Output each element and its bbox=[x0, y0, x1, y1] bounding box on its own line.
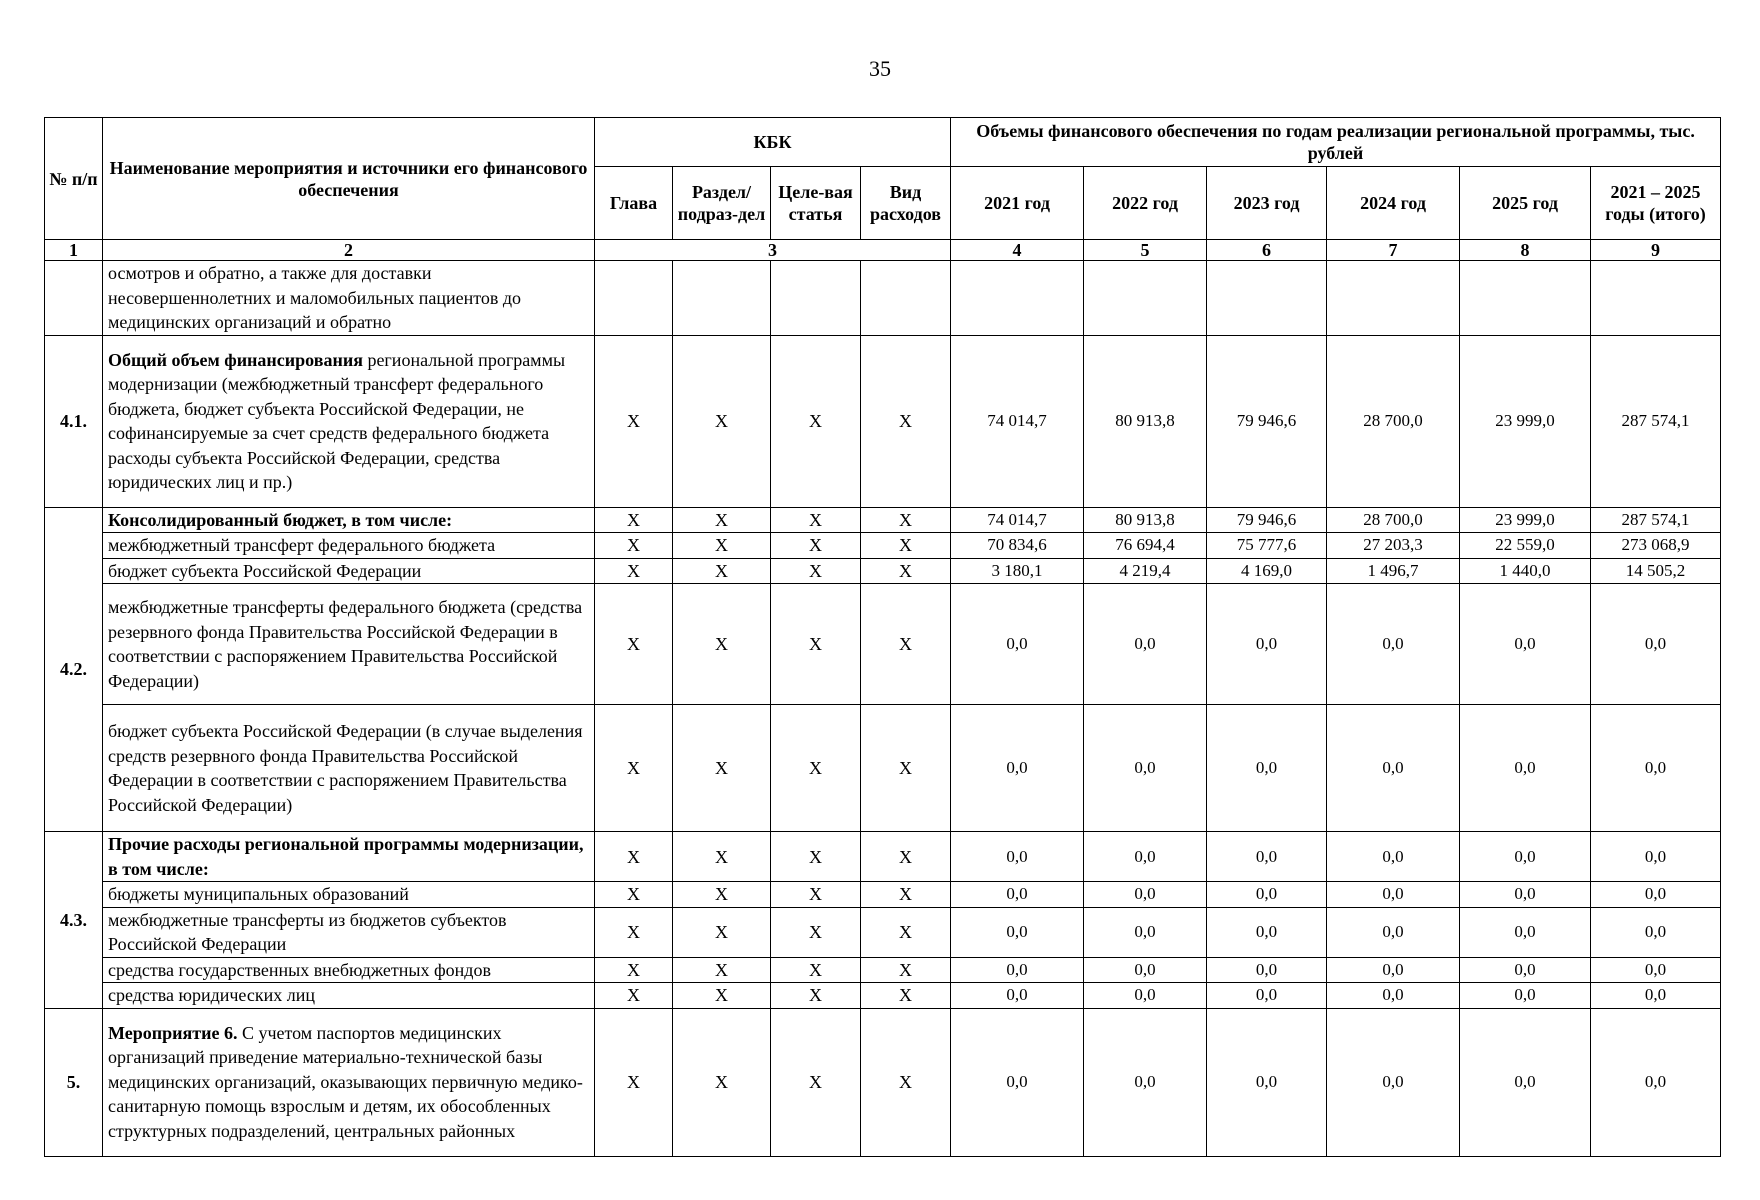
value-cell: 28 700,0 bbox=[1327, 335, 1460, 507]
value-cell: 0,0 bbox=[1327, 957, 1460, 983]
row-name: межбюджетные трансферты из бюджетов субъектов Российской Федерации bbox=[103, 907, 595, 957]
header-year-2024: 2024 год bbox=[1327, 167, 1460, 240]
kbk-cell: Х bbox=[771, 507, 861, 533]
value-cell: 0,0 bbox=[1591, 705, 1721, 832]
col-number: 1 bbox=[45, 240, 103, 261]
value-cell: 0,0 bbox=[1207, 832, 1327, 882]
header-year-total: 2021 – 2025 годы (итого) bbox=[1591, 167, 1721, 240]
kbk-cell: Х bbox=[771, 832, 861, 882]
value-cell: 79 946,6 bbox=[1207, 335, 1327, 507]
kbk-cell: Х bbox=[771, 1008, 861, 1156]
kbk-cell: Х bbox=[673, 335, 771, 507]
kbk-cell: Х bbox=[771, 533, 861, 559]
table-row bbox=[45, 983, 1721, 1009]
value-cell: 0,0 bbox=[1084, 705, 1207, 832]
kbk-cell: Х bbox=[673, 705, 771, 832]
row-name: межбюджетный трансферт федерального бюджета bbox=[103, 533, 595, 559]
kbk-cell: Х bbox=[595, 983, 673, 1009]
kbk-cell: Х bbox=[771, 957, 861, 983]
value-cell: 0,0 bbox=[951, 957, 1084, 983]
value-cell: 74 014,7 bbox=[951, 507, 1084, 533]
financing-table bbox=[44, 117, 1721, 1157]
kbk-cell: Х bbox=[595, 957, 673, 983]
value-cell: 79 946,6 bbox=[1207, 507, 1327, 533]
value-cell: 1 440,0 bbox=[1460, 558, 1591, 584]
value-cell: 0,0 bbox=[1460, 1008, 1591, 1156]
value-cell: 70 834,6 bbox=[951, 533, 1084, 559]
kbk-cell: Х bbox=[861, 507, 951, 533]
value-cell: 0,0 bbox=[1327, 584, 1460, 705]
value-cell: 0,0 bbox=[1084, 1008, 1207, 1156]
row-index bbox=[45, 261, 103, 336]
value-cell bbox=[1591, 261, 1721, 336]
value-cell: 0,0 bbox=[1207, 1008, 1327, 1156]
value-cell: 0,0 bbox=[1460, 907, 1591, 957]
kbk-cell: Х bbox=[673, 832, 771, 882]
kbk-cell: Х bbox=[595, 584, 673, 705]
row-name: бюджеты муниципальных образований bbox=[103, 882, 595, 908]
row-index: 5. bbox=[45, 1008, 103, 1156]
kbk-cell: Х bbox=[673, 907, 771, 957]
col-number: 9 bbox=[1591, 240, 1721, 261]
value-cell: 0,0 bbox=[1207, 957, 1327, 983]
value-cell: 28 700,0 bbox=[1327, 507, 1460, 533]
value-cell: 0,0 bbox=[1460, 957, 1591, 983]
kbk-cell: Х bbox=[673, 507, 771, 533]
header-year-2023: 2023 год bbox=[1207, 167, 1327, 240]
kbk-cell: Х bbox=[673, 882, 771, 908]
row-name: средства юридических лиц bbox=[103, 983, 595, 1009]
value-cell: 0,0 bbox=[1207, 983, 1327, 1009]
header-year-2022: 2022 год bbox=[1084, 167, 1207, 240]
value-cell: 0,0 bbox=[951, 907, 1084, 957]
header-no: № п/п bbox=[45, 118, 103, 240]
kbk-cell: Х bbox=[771, 335, 861, 507]
value-cell: 0,0 bbox=[1327, 1008, 1460, 1156]
table-row bbox=[45, 584, 1721, 705]
value-cell: 80 913,8 bbox=[1084, 507, 1207, 533]
value-cell bbox=[1327, 261, 1460, 336]
kbk-cell: Х bbox=[595, 705, 673, 832]
kbk-cell: Х bbox=[861, 335, 951, 507]
header-year-2021: 2021 год bbox=[951, 167, 1084, 240]
value-cell bbox=[1460, 261, 1591, 336]
kbk-cell: Х bbox=[595, 882, 673, 908]
header-kbk: КБК bbox=[595, 118, 951, 167]
kbk-cell: Х bbox=[595, 533, 673, 559]
kbk-cell: Х bbox=[771, 882, 861, 908]
table-row bbox=[45, 907, 1721, 957]
row-name: межбюджетные трансферты федерального бюджета (средства резервного фонда Правительства Российской Федерации в соответствии с распоряжением Правительства Российской Федерации) bbox=[103, 584, 595, 705]
header-kbk-vid: Вид расходов bbox=[861, 167, 951, 240]
kbk-cell: Х bbox=[861, 957, 951, 983]
table-row bbox=[45, 533, 1721, 559]
col-number: 2 bbox=[103, 240, 595, 261]
value-cell: 23 999,0 bbox=[1460, 507, 1591, 533]
value-cell: 0,0 bbox=[951, 882, 1084, 908]
kbk-cell bbox=[771, 261, 861, 336]
kbk-cell: Х bbox=[595, 558, 673, 584]
table-row bbox=[45, 1008, 1721, 1156]
col-number: 4 bbox=[951, 240, 1084, 261]
row-name: бюджет субъекта Российской Федерации (в случае выделения средств резервного фонда Правительства Российской Федерации в соответствии с распоряжением Правительства Российской Федерации) bbox=[103, 705, 595, 832]
value-cell: 0,0 bbox=[1207, 882, 1327, 908]
value-cell bbox=[1084, 261, 1207, 336]
value-cell: 0,0 bbox=[951, 584, 1084, 705]
row-name: средства государственных внебюджетных фондов bbox=[103, 957, 595, 983]
col-number: 8 bbox=[1460, 240, 1591, 261]
value-cell bbox=[951, 261, 1084, 336]
kbk-cell: Х bbox=[673, 533, 771, 559]
header-kbk-glava: Глава bbox=[595, 167, 673, 240]
value-cell: 0,0 bbox=[1460, 983, 1591, 1009]
kbk-cell: Х bbox=[861, 1008, 951, 1156]
value-cell: 0,0 bbox=[1084, 907, 1207, 957]
row-name: Мероприятие 6. С учетом паспортов медицинских организаций приведение материально-технической базы медицинских организаций, оказывающих первичную медико-санитарную помощь взрослым и детям, их обособленных структурных подразделений, центральных районных bbox=[103, 1008, 595, 1156]
value-cell: 0,0 bbox=[1327, 907, 1460, 957]
kbk-cell: Х bbox=[595, 907, 673, 957]
value-cell: 0,0 bbox=[1207, 907, 1327, 957]
kbk-cell: Х bbox=[771, 705, 861, 832]
value-cell: 0,0 bbox=[1207, 584, 1327, 705]
header-name: Наименование мероприятия и источники его финансового обеспечения bbox=[103, 118, 595, 240]
value-cell: 0,0 bbox=[1084, 882, 1207, 908]
row-name: осмотров и обратно, а также для доставки несовершеннолетних и маломобильных пациентов до медицинских организаций и обратно bbox=[103, 261, 595, 336]
col-number: 3 bbox=[595, 240, 951, 261]
value-cell: 80 913,8 bbox=[1084, 335, 1207, 507]
value-cell: 0,0 bbox=[1084, 832, 1207, 882]
table-row bbox=[45, 957, 1721, 983]
kbk-cell: Х bbox=[673, 983, 771, 1009]
value-cell: 0,0 bbox=[951, 705, 1084, 832]
row-name: Консолидированный бюджет, в том числе: bbox=[103, 507, 595, 533]
header-kbk-statya: Целе-вая статья bbox=[771, 167, 861, 240]
value-cell: 0,0 bbox=[1460, 584, 1591, 705]
value-cell: 23 999,0 bbox=[1460, 335, 1591, 507]
value-cell: 14 505,2 bbox=[1591, 558, 1721, 584]
value-cell: 4 169,0 bbox=[1207, 558, 1327, 584]
value-cell: 76 694,4 bbox=[1084, 533, 1207, 559]
kbk-cell: Х bbox=[771, 907, 861, 957]
value-cell: 0,0 bbox=[951, 983, 1084, 1009]
value-cell: 0,0 bbox=[1327, 882, 1460, 908]
value-cell: 1 496,7 bbox=[1327, 558, 1460, 584]
value-cell: 74 014,7 bbox=[951, 335, 1084, 507]
row-name: Общий объем финансирования региональной программы модернизации (межбюджетный трансферт федерального бюджета, бюджет субъекта Российской Федерации, не софинансируемые за счет средств федерального бюджета расходы субъекта Российской Федерации, средства юридических лиц и пр.) bbox=[103, 335, 595, 507]
kbk-cell: Х bbox=[771, 983, 861, 1009]
value-cell: 0,0 bbox=[1460, 705, 1591, 832]
value-cell: 0,0 bbox=[951, 1008, 1084, 1156]
value-cell: 0,0 bbox=[1084, 957, 1207, 983]
kbk-cell: Х bbox=[861, 907, 951, 957]
kbk-cell: Х bbox=[861, 533, 951, 559]
value-cell: 0,0 bbox=[951, 832, 1084, 882]
value-cell: 0,0 bbox=[1591, 1008, 1721, 1156]
kbk-cell: Х bbox=[861, 983, 951, 1009]
header-year-2025: 2025 год bbox=[1460, 167, 1591, 240]
page-number: 35 bbox=[869, 56, 891, 81]
row-name: бюджет субъекта Российской Федерации bbox=[103, 558, 595, 584]
kbk-cell: Х bbox=[771, 558, 861, 584]
value-cell: 3 180,1 bbox=[951, 558, 1084, 584]
value-cell bbox=[1207, 261, 1327, 336]
table-row bbox=[45, 832, 1721, 882]
col-number: 7 bbox=[1327, 240, 1460, 261]
kbk-cell: Х bbox=[861, 882, 951, 908]
row-index: 4.2. bbox=[45, 507, 103, 832]
value-cell: 0,0 bbox=[1460, 882, 1591, 908]
value-cell: 0,0 bbox=[1591, 957, 1721, 983]
kbk-cell bbox=[595, 261, 673, 336]
value-cell: 0,0 bbox=[1591, 882, 1721, 908]
table-row bbox=[45, 882, 1721, 908]
kbk-cell: Х bbox=[595, 832, 673, 882]
kbk-cell: Х bbox=[595, 335, 673, 507]
kbk-cell: Х bbox=[861, 558, 951, 584]
kbk-cell: Х bbox=[673, 558, 771, 584]
row-index: 4.3. bbox=[45, 832, 103, 1009]
value-cell: 0,0 bbox=[1084, 983, 1207, 1009]
value-cell: 75 777,6 bbox=[1207, 533, 1327, 559]
value-cell: 0,0 bbox=[1207, 705, 1327, 832]
value-cell: 0,0 bbox=[1327, 832, 1460, 882]
header-volumes: Объемы финансового обеспечения по годам реализации региональной программы, тыс. рублей bbox=[951, 118, 1721, 167]
value-cell: 0,0 bbox=[1591, 832, 1721, 882]
col-number: 5 bbox=[1084, 240, 1207, 261]
value-cell: 287 574,1 bbox=[1591, 507, 1721, 533]
kbk-cell: Х bbox=[861, 705, 951, 832]
value-cell: 0,0 bbox=[1591, 584, 1721, 705]
col-number: 6 bbox=[1207, 240, 1327, 261]
value-cell: 273 068,9 bbox=[1591, 533, 1721, 559]
table-row bbox=[45, 558, 1721, 584]
value-cell: 0,0 bbox=[1327, 983, 1460, 1009]
kbk-cell: Х bbox=[673, 1008, 771, 1156]
kbk-cell: Х bbox=[673, 584, 771, 705]
value-cell: 4 219,4 bbox=[1084, 558, 1207, 584]
value-cell: 0,0 bbox=[1591, 907, 1721, 957]
value-cell: 0,0 bbox=[1084, 584, 1207, 705]
value-cell: 0,0 bbox=[1591, 983, 1721, 1009]
kbk-cell: Х bbox=[771, 584, 861, 705]
value-cell: 0,0 bbox=[1460, 832, 1591, 882]
value-cell: 287 574,1 bbox=[1591, 335, 1721, 507]
kbk-cell: Х bbox=[861, 584, 951, 705]
kbk-cell: Х bbox=[595, 1008, 673, 1156]
value-cell: 27 203,3 bbox=[1327, 533, 1460, 559]
kbk-cell: Х bbox=[595, 507, 673, 533]
row-name: Прочие расходы региональной программы модернизации, в том числе: bbox=[103, 832, 595, 882]
row-index: 4.1. bbox=[45, 335, 103, 507]
table-row bbox=[45, 335, 1721, 507]
kbk-cell bbox=[673, 261, 771, 336]
value-cell: 22 559,0 bbox=[1460, 533, 1591, 559]
kbk-cell: Х bbox=[861, 832, 951, 882]
table-row bbox=[45, 705, 1721, 832]
table-row bbox=[45, 507, 1721, 533]
table-row bbox=[45, 261, 1721, 336]
value-cell: 0,0 bbox=[1327, 705, 1460, 832]
kbk-cell bbox=[861, 261, 951, 336]
header-kbk-razdel: Раздел/ подраз-дел bbox=[673, 167, 771, 240]
kbk-cell: Х bbox=[673, 957, 771, 983]
